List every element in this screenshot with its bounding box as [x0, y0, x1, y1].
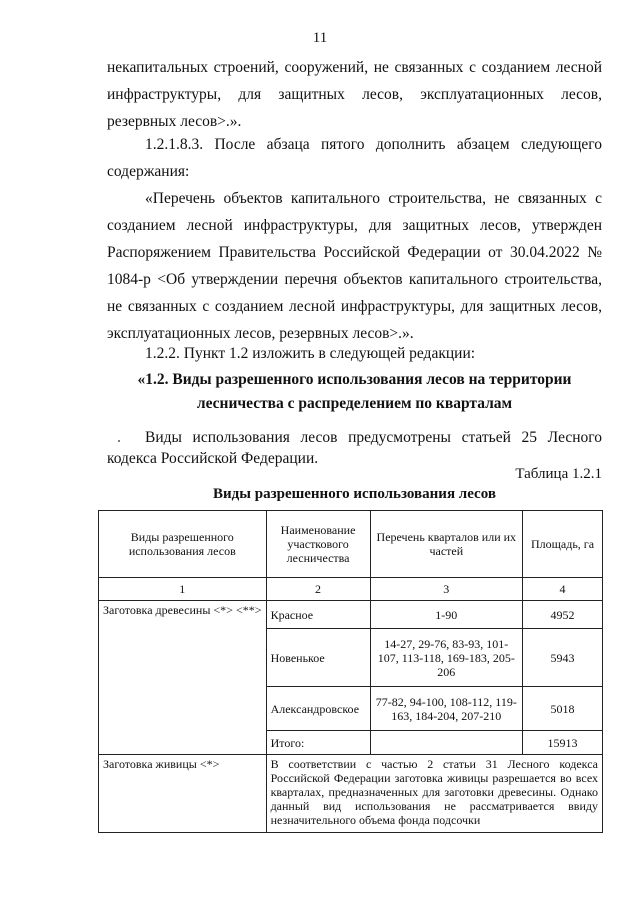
quarters-cell: 14-27, 29-76, 83-93, 101-107, 113-118, 169-183, 205-206 — [370, 629, 523, 687]
table-number: Таблица 1.2.1 — [515, 466, 602, 482]
paragraph-amendment-1-2-1-8-3: 1.2.1.8.3. После абзаца пятого дополнить абзацем следующего содержания: — [107, 136, 602, 180]
forestry-cell: Новенькое — [266, 629, 370, 687]
area-cell: 5943 — [523, 629, 603, 687]
column-number: 3 — [370, 578, 523, 601]
table-row — [99, 755, 603, 833]
column-number: 4 — [523, 578, 603, 601]
resin-note-cell: В соответствии с частью 2 статьи 31 Лесного кодекса Российской Федерации заготовка живицы разрешается во всех кварталах, предназначенных для заготовки древесины. Однако данный вид использования не рассматривается ввиду незначительного объема фонда подсочки — [266, 755, 602, 833]
usage-type-cell: Заготовка живицы <*> — [99, 755, 267, 833]
quarters-cell: 77-82, 94-100, 108-112, 119-163, 184-204, 207-210 — [370, 687, 523, 731]
usage-table — [98, 510, 603, 833]
paragraph-usage-types: Виды использования лесов предусмотрены статьей 25 Лесного кодекса Российской Федерации. — [107, 429, 602, 467]
total-empty-cell — [370, 731, 523, 755]
area-cell: 4952 — [523, 601, 603, 629]
column-number: 1 — [99, 578, 267, 601]
column-number: 2 — [266, 578, 370, 601]
page-number: 11 — [312, 30, 328, 46]
table-row — [99, 601, 603, 629]
section-heading: «1.2. Виды разрешенного использования лесов на территории лесничества с распределением по кварталам — [137, 371, 572, 412]
total-area: 15913 — [523, 731, 603, 755]
usage-type-cell: Заготовка древесины <*> <**> — [99, 601, 267, 755]
paragraph-continuation: некапитальных строений, сооружений, не связанных с созданием лесной инфраструктуры, для защитных лесов, эксплуатационных лесов, резервных лесов>.». — [107, 59, 602, 130]
forestry-cell: Александровское — [266, 687, 370, 731]
table-title: Виды разрешенного использования лесов — [213, 486, 496, 502]
header-usage-type: Виды разрешенного использования лесов — [99, 511, 267, 578]
table-number-row — [99, 578, 603, 601]
paragraph-amendment-1-2-2: 1.2.2. Пункт 1.2 изложить в следующей редакции: — [145, 345, 476, 362]
area-cell: 5018 — [523, 687, 603, 731]
paragraph-quote-list: «Перечень объектов капитального строительства, не связанных с созданием лесной инфраструктуры, для защитных лесов, утвержден Распоряжением Правительства Российской Федерации от 30.04.2022 № 1084-р <Об утверждении перечня объектов капитального строительства, не связанных с созданием лесной инфраструктуры, для защитных лесов, эксплуатационных лесов, резервных лесов>.». — [107, 190, 602, 342]
table-header-row — [99, 511, 603, 578]
header-forestry: Наименование участкового лесничества — [266, 511, 370, 578]
header-area: Площадь, га — [523, 511, 603, 578]
total-label: Итого: — [266, 731, 370, 755]
forestry-cell: Красное — [266, 601, 370, 629]
header-quarters: Перечень кварталов или их частей — [370, 511, 523, 578]
quarters-cell: 1-90 — [370, 601, 523, 629]
